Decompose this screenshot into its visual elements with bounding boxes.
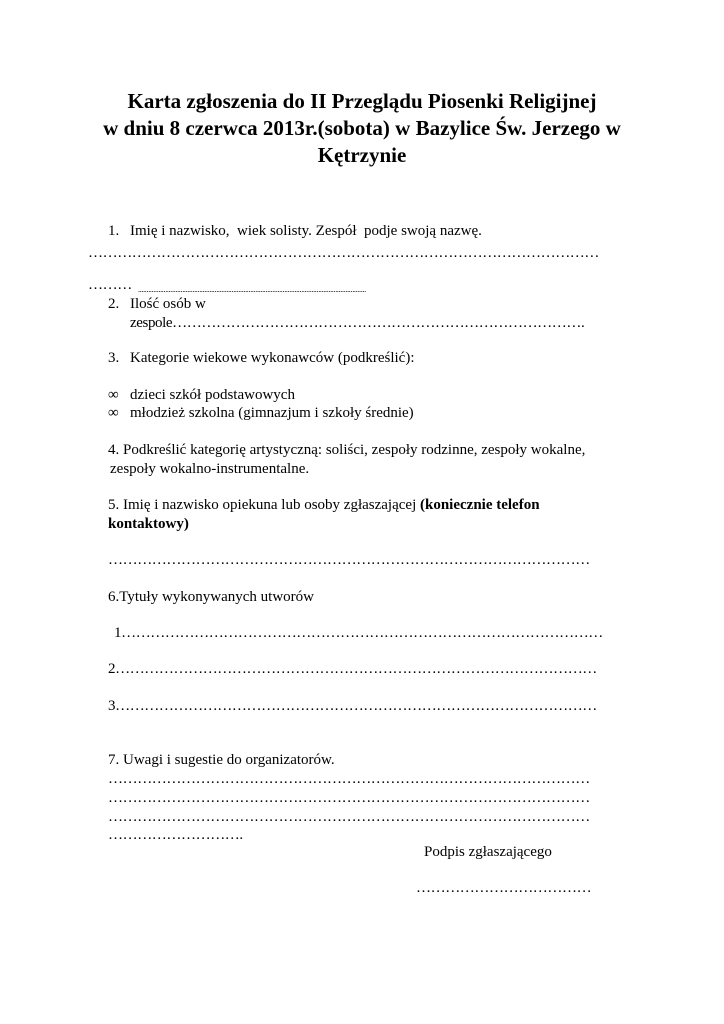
title-line-1: Karta zgłoszenia do II Przeglądu Piosenki Religijnej: [127, 89, 597, 113]
title-line-2: w dniu 8 czerwca 2013r.(sobota) w Bazylice Św. Jerzego w: [103, 116, 621, 140]
section-6-item-2: 2………………………………………………………………………………………: [108, 661, 597, 677]
section-5-dotted-line: ………………………………………………………………………………………: [108, 552, 590, 568]
signature-label: Podpis zgłaszającego: [424, 844, 552, 860]
section-3-label: Kategorie wiekowe wykonawców (podkreślić):: [130, 350, 415, 366]
section-7-label: 7. Uwagi i sugestie do organizatorów.: [108, 752, 335, 768]
section-6-item-1: 1………………………………………………………………………………………: [114, 625, 603, 641]
section-1-dotted-line-2a: ………: [88, 277, 132, 293]
section-3-option-2: młodzież szkolna (gimnazjum i szkoły średnie): [130, 405, 414, 421]
section-1-label: Imię i nazwisko, wiek solisty. Zespół podje swoją nazwę.: [130, 223, 482, 239]
section-7-dotted-line-3: ………………………………………………………………………………………: [108, 809, 590, 825]
section-1-dotted-line-2b: ......................................................................................................................................: [138, 285, 366, 294]
section-5-line-2: kontaktowy): [108, 516, 189, 532]
section-2-label-1: Ilość osób w: [130, 296, 206, 312]
section-7-dotted-line-4: ……………………….: [108, 827, 243, 843]
section-7-dotted-line-1: ………………………………………………………………………………………: [108, 771, 590, 787]
section-5-line-1: [108, 496, 540, 514]
section-4-line-1: 4. Podkreślić kategorię artystyczną: soliści, zespoły rodzinne, zespoły wokalne,: [108, 442, 586, 458]
section-4-line-2: zespoły wokalno-instrumentalne.: [110, 461, 310, 477]
section-6-item-3: 3………………………………………………………………………………………: [108, 698, 597, 714]
section-6-label: 6.Tytuły wykonywanych utworów: [108, 589, 315, 605]
section-3-option-1: dzieci szkół podstawowych: [130, 387, 295, 403]
section-2-number: 2.: [108, 296, 120, 312]
infinity-bullet-icon: ∞: [108, 405, 119, 421]
title-line-3: Kętrzynie: [317, 143, 407, 167]
section-1-number: 1.: [108, 223, 120, 239]
section-5-label: 5. Imię i nazwisko opiekuna lub osoby zgłaszającej: [108, 497, 420, 513]
infinity-bullet-icon: ∞: [108, 387, 119, 403]
signature-dotted-line: ………………………………: [416, 880, 592, 896]
section-5-note: (koniecznie telefon: [420, 497, 540, 513]
section-7-dotted-line-2: ………………………………………………………………………………………: [108, 790, 590, 806]
section-2-label-2: zespole………………………………………………………………………….: [130, 315, 585, 331]
section-1-dotted-line-1: ……………………………………………………………………………………………: [88, 245, 600, 261]
section-3-number: 3.: [108, 350, 120, 366]
